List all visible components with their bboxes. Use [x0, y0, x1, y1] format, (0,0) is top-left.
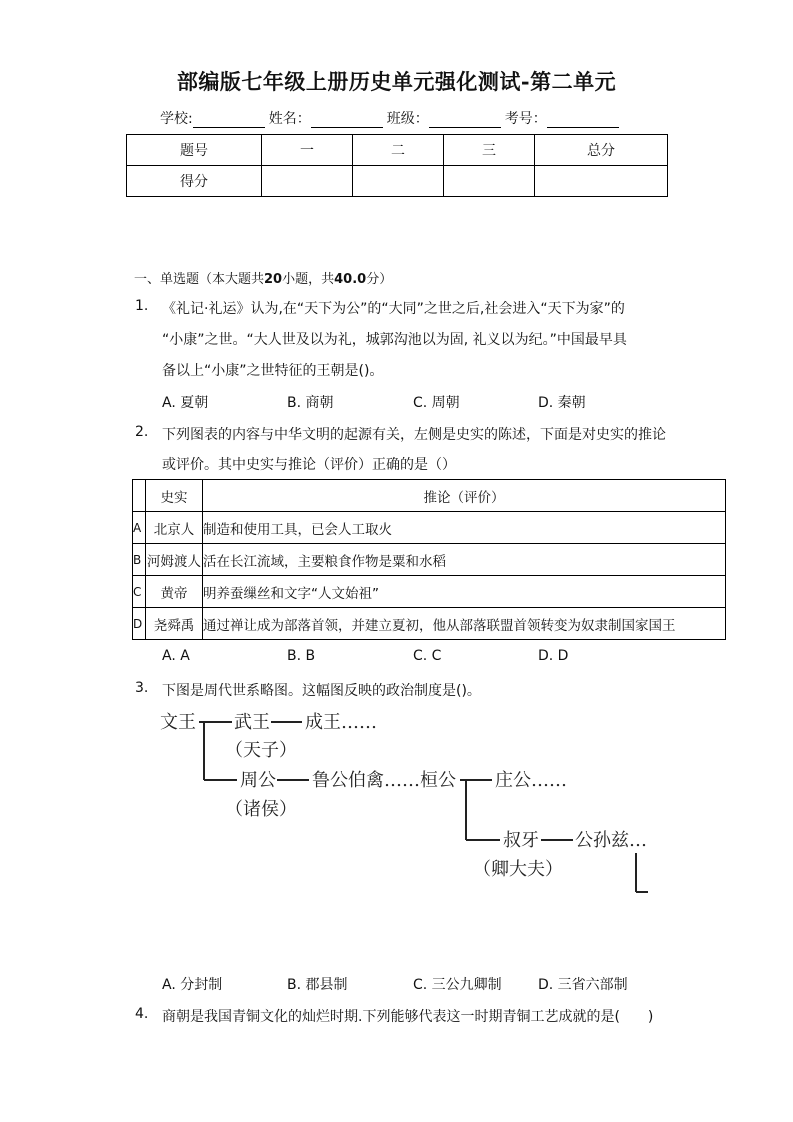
exam-no-label: 考号：	[504, 111, 547, 127]
row-eval: 活在长江流域，主要粮食作物是粟和水稻	[203, 544, 726, 576]
option-a[interactable]: A. 夏朝	[162, 395, 209, 411]
facts-header-eval: 推论（评价）	[203, 480, 726, 512]
option-b[interactable]: B. 商朝	[287, 395, 334, 411]
row-fact: 河姆渡人	[146, 544, 203, 576]
question-text: 商朝是我国青铜文化的灿烂时期.下列能够代表这一时期青铜工艺成就的是( )	[162, 1009, 654, 1025]
node-shuya: 叔牙	[503, 830, 539, 851]
option-d[interactable]: D. 秦朝	[538, 395, 586, 411]
score-header-cell: 二	[353, 135, 444, 166]
node-wenwang: 文王	[160, 712, 196, 733]
question-number: 1.	[135, 298, 149, 314]
question-number: 2.	[135, 424, 149, 440]
option-d[interactable]: D. D	[538, 648, 569, 664]
section-mid: 小题，共	[282, 272, 335, 287]
question-text-line: 或评价。其中史实与推论（评价）正确的是（）	[162, 457, 456, 473]
row-fact: 黄帝	[146, 576, 203, 608]
option-b[interactable]: B. B	[287, 648, 316, 664]
label-qingdafu: （卿大夫）	[473, 859, 563, 880]
question-text-line: 《礼记·礼运》认为,在“天下为公”的“大同”之世之后,社会进入“天下为家”的	[162, 301, 625, 317]
score-header-cell: 总分	[535, 135, 668, 166]
row-letter: D	[133, 608, 146, 640]
node-lugong-huangong: 鲁公伯禽……桓公	[312, 770, 456, 791]
row-eval: 通过禅让成为部落首领，并建立夏初，他从部落联盟首领转变为奴隶制国家国王	[203, 608, 726, 640]
section-count: 20	[264, 272, 283, 287]
section-label: 一、单选题（本大题共	[134, 272, 265, 287]
row-eval: 明养蚕缫丝和文字“人文始祖”	[203, 576, 726, 608]
row-eval: 制造和使用工具，已会人工取火	[203, 512, 726, 544]
row-fact: 北京人	[146, 512, 203, 544]
question-text-line: 备以上“小康”之世特征的王朝是()。	[162, 363, 384, 379]
row-letter: B	[133, 544, 146, 576]
option-a[interactable]: A. A	[162, 648, 190, 664]
option-d[interactable]: D. 三省六部制	[538, 977, 628, 993]
option-a[interactable]: A. 分封制	[162, 977, 223, 993]
option-c[interactable]: C. 周朝	[413, 395, 460, 411]
question-text-line: 下列图表的内容与中华文明的起源有关，左侧是史实的陈述，下面是对史实的推论	[162, 427, 666, 443]
score-header-cell: 题号	[127, 135, 262, 166]
row-letter: A	[133, 512, 146, 544]
class-label: 班级：	[386, 111, 429, 127]
option-c[interactable]: C. C	[413, 648, 442, 664]
row-letter: C	[133, 576, 146, 608]
question-text-line: “小康”之世。“大人世及以为礼，城郭沟池以为固, 礼义以为纪。”中国最早具	[162, 332, 627, 348]
question-number: 3.	[135, 680, 149, 696]
school-label: 学校:	[160, 111, 193, 127]
node-zhuanggong: 庄公……	[495, 770, 567, 791]
section-points: 40.0	[334, 272, 367, 287]
node-chengwang: 成王……	[305, 712, 377, 733]
question-text: 下图是周代世系略图。这幅图反映的政治制度是()。	[162, 683, 481, 699]
score-header-cell: 三	[444, 135, 535, 166]
score-header-cell: 一	[262, 135, 353, 166]
page-title: 部编版七年级上册历史单元强化测试-第二单元	[176, 69, 617, 94]
score-row-label: 得分	[127, 166, 262, 197]
section-end: 分）	[366, 272, 393, 287]
node-wuwang: 武王	[234, 712, 270, 733]
row-fact: 尧舜禹	[146, 608, 203, 640]
label-zhuhou: （诸侯）	[225, 799, 297, 820]
name-label: 姓名：	[268, 111, 311, 127]
option-b[interactable]: B. 郡县制	[287, 977, 348, 993]
node-gongsunzi: 公孙兹…	[575, 830, 647, 851]
label-tianzi: （天子）	[225, 740, 297, 761]
question-number: 4.	[135, 1006, 149, 1022]
option-c[interactable]: C. 三公九卿制	[413, 977, 502, 993]
facts-header-fact: 史实	[146, 480, 203, 512]
node-zhougong: 周公	[240, 770, 276, 791]
